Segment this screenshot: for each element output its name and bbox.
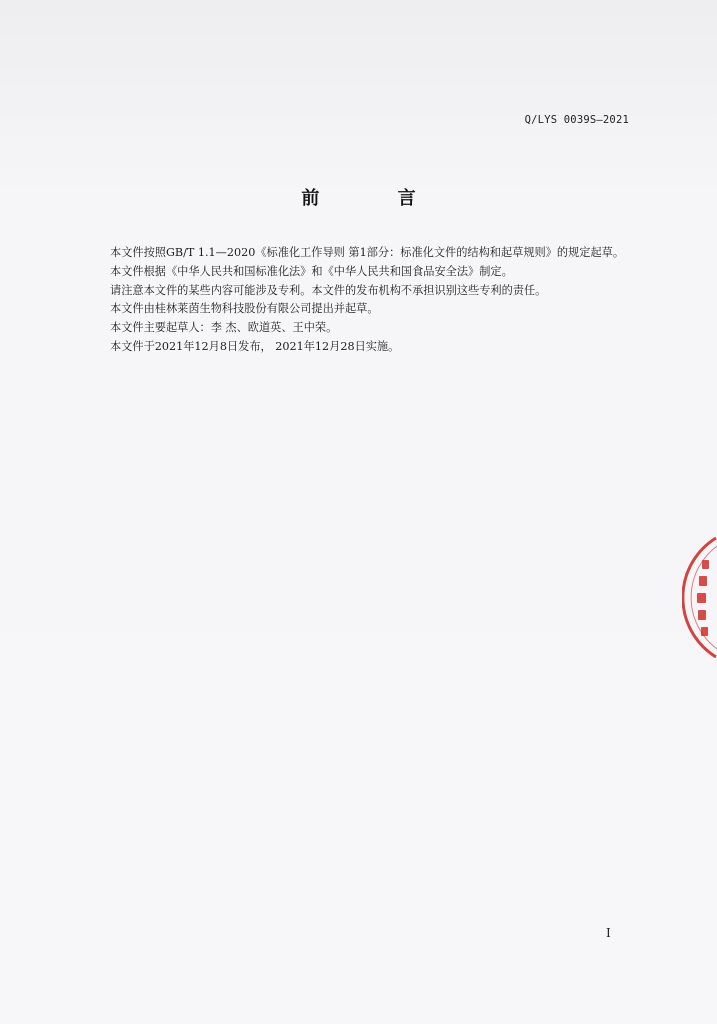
paragraph-dates: 本文件于2021年12月8日发布， 2021年12月28日实施。 — [110, 339, 400, 353]
paragraph-patent-notice: 请注意本文件的某些内容可能涉及专利。本文件的发布机构不承担识别这些专利的责任。 — [110, 283, 547, 297]
paragraph-legal-basis: 本文件根据《中华人民共和国标准化法》和《中华人民共和国食品安全法》制定。 — [110, 264, 513, 278]
paragraph-drafters: 本文件主要起草人：李 杰、欧道英、王中荣。 — [110, 321, 338, 335]
foreword-body — [88, 244, 634, 357]
company-seal-icon — [682, 530, 717, 665]
paragraph-proposer: 本文件由桂林莱茵生物科技股份有限公司提出并起草。 — [110, 302, 379, 316]
page-title: 前 言 — [301, 188, 452, 209]
paragraph-drafting-rules: 本文件按照GB/T 1.1—2020《标准化工作导则 第1部分：标准化文件的结构和起草规则》的规定起草。 — [110, 246, 625, 259]
standard-code: Q/LYS 0039S—2021 — [524, 114, 629, 126]
page-number: I — [606, 926, 611, 940]
